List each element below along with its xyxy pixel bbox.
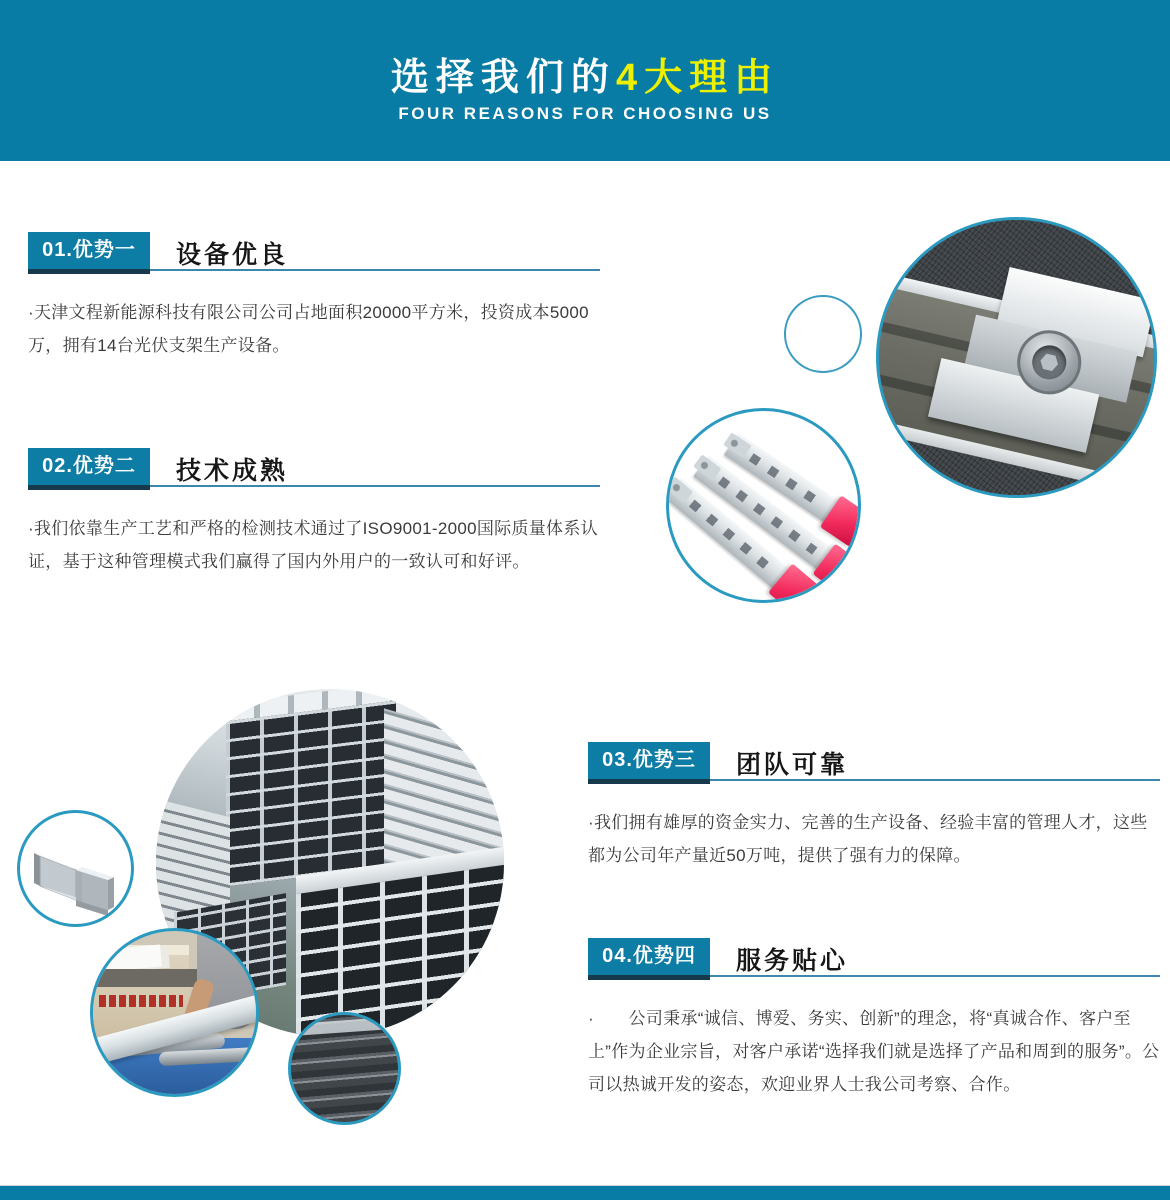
feature-body-technology: ·我们依靠生产工艺和严格的检测技术通过了ISO9001-2000国际质量体系认证，基于这种管理模式我们赢得了国内外用户的一致认可和好评。: [28, 519, 598, 571]
bracket-red-cap: [768, 563, 820, 603]
banner-title: [0, 46, 1170, 101]
feature-body-service: · 公司秉承“诚信、博爱、务实、创新”的理念，将“真诚合作、客户至上”作为企业宗旨，对客户承诺“选择我们就是选择了产品和周到的服务”。公司以热诚开发的姿态，欢迎业界人士我公司考察、合作。: [588, 1009, 1160, 1094]
machine-red-label: [99, 995, 183, 1007]
feature-badge-03: 03.优势三: [588, 742, 710, 779]
feature-badge-02: 02.优势二: [28, 448, 150, 485]
feature-badge-04: 04.优势四: [588, 938, 710, 975]
banner-title-accent: 4大理由: [615, 57, 780, 99]
feature-body-equipment: ·天津文程新能源科技有限公司公司占地面积20000平方米，投资成本5000万，拥有14台光伏支架生产设备。: [28, 303, 589, 355]
feature-header: [588, 742, 1160, 779]
feature-section-team: [588, 742, 1160, 872]
bracket-tab: [723, 432, 751, 458]
bracket-tab: [693, 454, 721, 480]
feature-badge-01: 01.优势一: [28, 232, 150, 269]
feature-title-technology: 技术成熟: [176, 457, 289, 485]
bracket-red-cap: [820, 495, 861, 547]
bracket-tab: [666, 476, 693, 503]
feature-header: [588, 938, 1160, 975]
hex-socket-icon: [1039, 353, 1060, 373]
photo-u-channel: [17, 810, 134, 927]
u-channel-drawing: [20, 813, 131, 924]
feature-title-service: 服务贴心: [736, 947, 849, 975]
banner-subtitle: FOUR REASONS FOR CHOOSING US: [398, 104, 772, 123]
decorative-empty-circle: [784, 295, 862, 373]
feature-body-team: ·我们拥有雄厚的资金实力、完善的生产设备、经验丰富的管理人才，这些都为公司年产量近50万吨，提供了强有力的保障。: [588, 813, 1148, 865]
footer-bar: [0, 1186, 1170, 1200]
steel-stack-lower: [296, 864, 504, 1037]
feature-title-team: 团队可靠: [736, 751, 849, 779]
header-banner: [0, 0, 1170, 161]
feature-section-service: [588, 938, 1160, 1101]
clamp-scene: [876, 217, 1157, 498]
photo-solar-clamp: [876, 217, 1157, 498]
feature-header: [28, 232, 600, 269]
bolt-socket: [1029, 342, 1070, 383]
steel-stack-upper: [226, 701, 396, 887]
feature-title-equipment: 设备优良: [176, 241, 289, 269]
banner-title-main: 选择我们的: [390, 57, 616, 99]
photo-dark-steel-stack: [288, 1012, 401, 1125]
bracket-red-cap: [813, 544, 861, 596]
feature-header: [28, 448, 600, 485]
feature-section-technology: [28, 448, 600, 578]
photo-steel-brackets: [666, 408, 861, 603]
feature-section-equipment: [28, 232, 600, 362]
photo-bending-machine: [90, 928, 259, 1097]
